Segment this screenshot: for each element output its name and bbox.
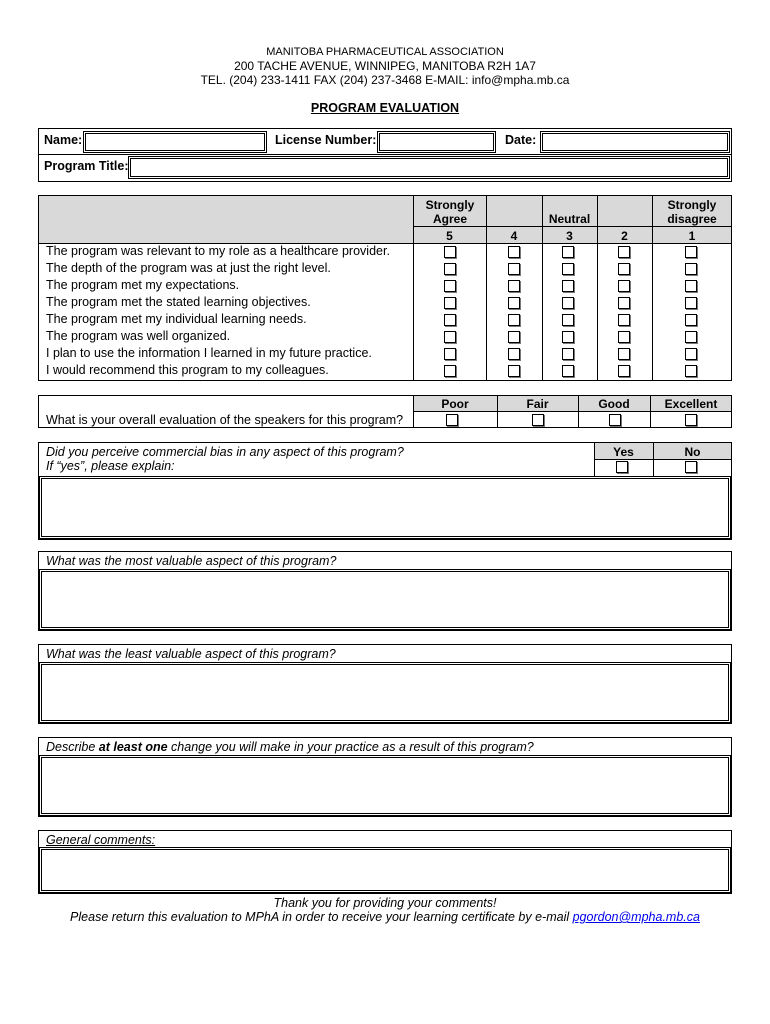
org-name: MANITOBA PHARMACEUTICAL ASSOCIATION (266, 46, 504, 58)
statement-1-score-2-checkbox[interactable] (618, 246, 630, 258)
least-valuable-field[interactable] (39, 662, 731, 723)
org-contact: TEL. (204) 233-1411 FAX (204) 237-3468 E-MAIL: info@mpha.mb.ca (200, 73, 570, 87)
statement-4-score-4-checkbox[interactable] (508, 297, 520, 309)
most-valuable-field[interactable] (39, 569, 731, 630)
bias-explain-field[interactable] (39, 476, 731, 539)
speakers-poor-checkbox[interactable] (446, 414, 458, 426)
statement-8-score-5-checkbox[interactable] (444, 365, 456, 377)
name-label: Name: (44, 133, 83, 147)
change-field[interactable] (39, 755, 731, 816)
statement-8: I would recommend this program to my colleagues. (46, 363, 329, 377)
speakers-fair-checkbox[interactable] (532, 414, 544, 426)
change-question: Describe at least one change you will make in your practice as a result of this program? (46, 740, 534, 754)
least-valuable-question: What was the least valuable aspect of this program? (46, 647, 336, 661)
statement-8-score-2-checkbox[interactable] (618, 365, 630, 377)
statement-6-score-2-checkbox[interactable] (618, 331, 630, 343)
statement-3-score-5-checkbox[interactable] (444, 280, 456, 292)
most-valuable-question: What was the most valuable aspect of this program? (46, 554, 337, 568)
bias-no-label: No (684, 445, 701, 459)
program-title-field[interactable] (128, 156, 730, 179)
email-link[interactable]: pgordon@mpha.mb.ca (572, 910, 700, 924)
statement-7-score-3-checkbox[interactable] (562, 348, 574, 360)
program-title-label: Program Title: (44, 159, 129, 173)
statement-7-score-4-checkbox[interactable] (508, 348, 520, 360)
option-fair: Fair (526, 397, 549, 411)
statement-5-score-3-checkbox[interactable] (562, 314, 574, 326)
statement-2-score-3-checkbox[interactable] (562, 263, 574, 275)
statement-4: The program met the stated learning objectives. (46, 295, 311, 309)
statement-6: The program was well organized. (46, 329, 231, 343)
statement-8-score-3-checkbox[interactable] (562, 365, 574, 377)
option-good: Good (598, 397, 630, 411)
statement-8-score-1-checkbox[interactable] (685, 365, 697, 377)
license-number-field[interactable] (377, 131, 496, 153)
score-5: 5 (446, 229, 453, 243)
bias-explain: If “yes”, please explain: (46, 459, 175, 473)
date-label: Date: (505, 133, 537, 147)
footer-thanks: Thank you for providing your comments! (273, 896, 497, 910)
org-address: 200 TACHE AVENUE, WINNIPEG, MANITOBA R2H 1A7 (234, 59, 536, 73)
statement-5-score-5-checkbox[interactable] (444, 314, 456, 326)
score-1: 1 (688, 229, 696, 243)
statement-4-score-2-checkbox[interactable] (618, 297, 630, 309)
form-title: PROGRAM EVALUATION (310, 101, 460, 115)
statement-6-score-3-checkbox[interactable] (562, 331, 574, 343)
statement-2-score-2-checkbox[interactable] (618, 263, 630, 275)
footer-return: Please return this evaluation to MPhA in order to receive your learning certificate by e-mail pgordon@mpha.mb.ca (70, 910, 700, 924)
statement-7-score-1-checkbox[interactable] (685, 348, 697, 360)
statement-3: The program met my expectations. (46, 278, 240, 292)
statement-4-score-3-checkbox[interactable] (562, 297, 574, 309)
statement-7-score-2-checkbox[interactable] (618, 348, 630, 360)
statement-5-score-1-checkbox[interactable] (685, 314, 697, 326)
option-poor: Poor (441, 397, 469, 411)
statement-2-score-4-checkbox[interactable] (508, 263, 520, 275)
statement-5-score-2-checkbox[interactable] (618, 314, 630, 326)
bias-no-checkbox[interactable] (685, 461, 697, 473)
statement-7-score-5-checkbox[interactable] (444, 348, 456, 360)
score-2: 2 (621, 229, 628, 243)
score-3: 3 (566, 229, 573, 243)
general-comments-label: General comments: (46, 833, 156, 847)
statement-1-score-4-checkbox[interactable] (508, 246, 520, 258)
statement-5: The program met my individual learning needs. (46, 312, 307, 326)
col-neutral: Neutral (548, 212, 591, 226)
col-strongly-agree: Strongly Agree (425, 198, 475, 226)
statement-2: The depth of the program was at just the right level. (46, 261, 331, 275)
bias-yes-checkbox[interactable] (616, 461, 628, 473)
statement-1-score-5-checkbox[interactable] (444, 246, 456, 258)
statement-8-score-4-checkbox[interactable] (508, 365, 520, 377)
statement-6-score-1-checkbox[interactable] (685, 331, 697, 343)
speakers-excellent-checkbox[interactable] (685, 414, 697, 426)
date-field[interactable] (540, 131, 730, 153)
statement-2-score-5-checkbox[interactable] (444, 263, 456, 275)
bias-yes-label: Yes (613, 445, 634, 459)
statement-7: I plan to use the information I learned in my future practice. (46, 346, 372, 360)
option-excellent: Excellent (664, 397, 718, 411)
speakers-question: What is your overall evaluation of the speakers for this program? (46, 413, 404, 427)
name-field[interactable] (83, 131, 267, 153)
speakers-good-checkbox[interactable] (609, 414, 621, 426)
statement-1-score-3-checkbox[interactable] (562, 246, 574, 258)
statement-1: The program was relevant to my role as a healthcare provider. (46, 244, 390, 258)
statement-4-score-5-checkbox[interactable] (444, 297, 456, 309)
statement-6-score-4-checkbox[interactable] (508, 331, 520, 343)
statement-1-score-1-checkbox[interactable] (685, 246, 697, 258)
general-comments-field[interactable] (39, 847, 731, 893)
statement-4-score-1-checkbox[interactable] (685, 297, 697, 309)
score-4: 4 (510, 229, 518, 243)
statement-6-score-5-checkbox[interactable] (444, 331, 456, 343)
bias-question: Did you perceive commercial bias in any aspect of this program? (46, 445, 404, 459)
license-number-label: License Number: (275, 133, 377, 147)
statement-2-score-1-checkbox[interactable] (685, 263, 697, 275)
statement-3-score-4-checkbox[interactable] (508, 280, 520, 292)
statement-3-score-3-checkbox[interactable] (562, 280, 574, 292)
statement-3-score-1-checkbox[interactable] (685, 280, 697, 292)
statement-5-score-4-checkbox[interactable] (508, 314, 520, 326)
col-strongly-disagree: Strongly disagree (667, 198, 717, 226)
statement-3-score-2-checkbox[interactable] (618, 280, 630, 292)
